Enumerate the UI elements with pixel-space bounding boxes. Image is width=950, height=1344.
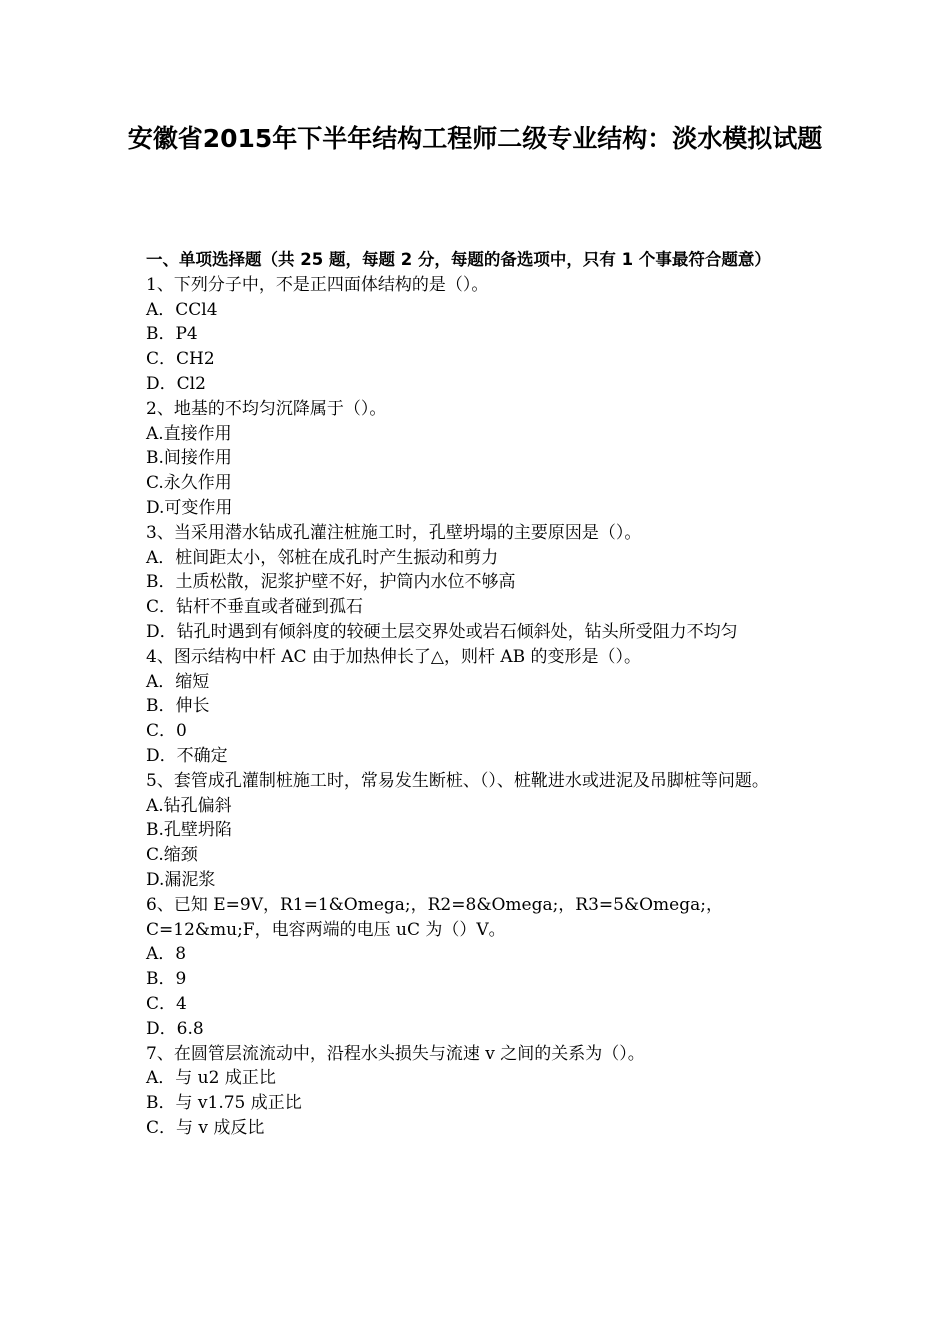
question-2	[146, 397, 810, 521]
option-d: D．不确定	[146, 745, 228, 766]
option-c: C．CH2	[146, 349, 215, 370]
option-b: B.孔壁坍陷	[146, 820, 232, 841]
option-a: A．8	[146, 944, 187, 965]
option-b: B．P4	[146, 324, 198, 345]
option-a: A.直接作用	[146, 423, 232, 444]
document-body	[146, 248, 810, 1141]
option-a: A.钻孔偏斜	[146, 795, 232, 816]
question-stem: 1、下列分子中，不是正四面体结构的是（）。	[146, 274, 489, 295]
option-a: A．桩间距太小，邻桩在成孔时产生振动和剪力	[146, 547, 499, 568]
option-a: A．与 u2 成正比	[146, 1068, 276, 1089]
option-b: B.间接作用	[146, 448, 232, 469]
question-4	[146, 645, 810, 769]
option-d: D．Cl2	[146, 373, 206, 394]
option-b: B．伸长	[146, 696, 210, 717]
option-d: D.可变作用	[146, 497, 233, 518]
question-stem: 4、图示结构中杆 AC 由于加热伸长了△，则杆 AB 的变形是（）。	[146, 646, 642, 667]
option-c: C．0	[146, 721, 187, 742]
question-stem: 6、已知 E=9V，R1=1&Omega;，R2=8&Omega;，R3=5&Omega;，C=12&mu;F，电容两端的电压 uC 为（）V。	[146, 894, 723, 940]
option-c: C．与 v 成反比	[146, 1117, 265, 1138]
question-7	[146, 1042, 810, 1141]
question-stem: 2、地基的不均匀沉降属于（）。	[146, 398, 387, 419]
question-6	[146, 893, 810, 1042]
question-5	[146, 769, 810, 893]
option-d: D．6.8	[146, 1018, 204, 1039]
question-stem: 7、在圆管层流流动中，沿程水头损失与流速 v 之间的关系为（）。	[146, 1043, 645, 1064]
option-d: D．钻孔时遇到有倾斜度的较硬土层交界处或岩石倾斜处，钻头所受阻力不均匀	[146, 621, 738, 642]
option-b: B．与 v1.75 成正比	[146, 1093, 302, 1114]
option-c: C．钻杆不垂直或者碰到孤石	[146, 597, 364, 618]
question-stem: 5、套管成孔灌制桩施工时，常易发生断桩、（）、桩靴进水或进泥及吊脚桩等问题。	[146, 770, 769, 791]
option-c: C.缩颈	[146, 845, 198, 866]
option-b: B．土质松散，泥浆护壁不好，护筒内水位不够高	[146, 572, 516, 593]
option-a: A．缩短	[146, 671, 210, 692]
question-3	[146, 521, 810, 645]
option-c: C.永久作用	[146, 473, 232, 494]
document-title: 安徽省2015年下半年结构工程师二级专业结构：淡水模拟试题	[127, 124, 823, 153]
option-d: D.漏泥浆	[146, 869, 216, 890]
option-a: A．CCl4	[146, 299, 218, 320]
question-stem: 3、当采用潜水钻成孔灌注桩施工时，孔壁坍塌的主要原因是（）。	[146, 522, 642, 543]
question-1	[146, 273, 810, 397]
option-b: B．9	[146, 969, 187, 990]
section-heading: 一、单项选择题（共 25 题，每题 2 分，每题的备选项中，只有 1 个事最符合题意）	[146, 250, 771, 269]
option-c: C．4	[146, 993, 187, 1014]
